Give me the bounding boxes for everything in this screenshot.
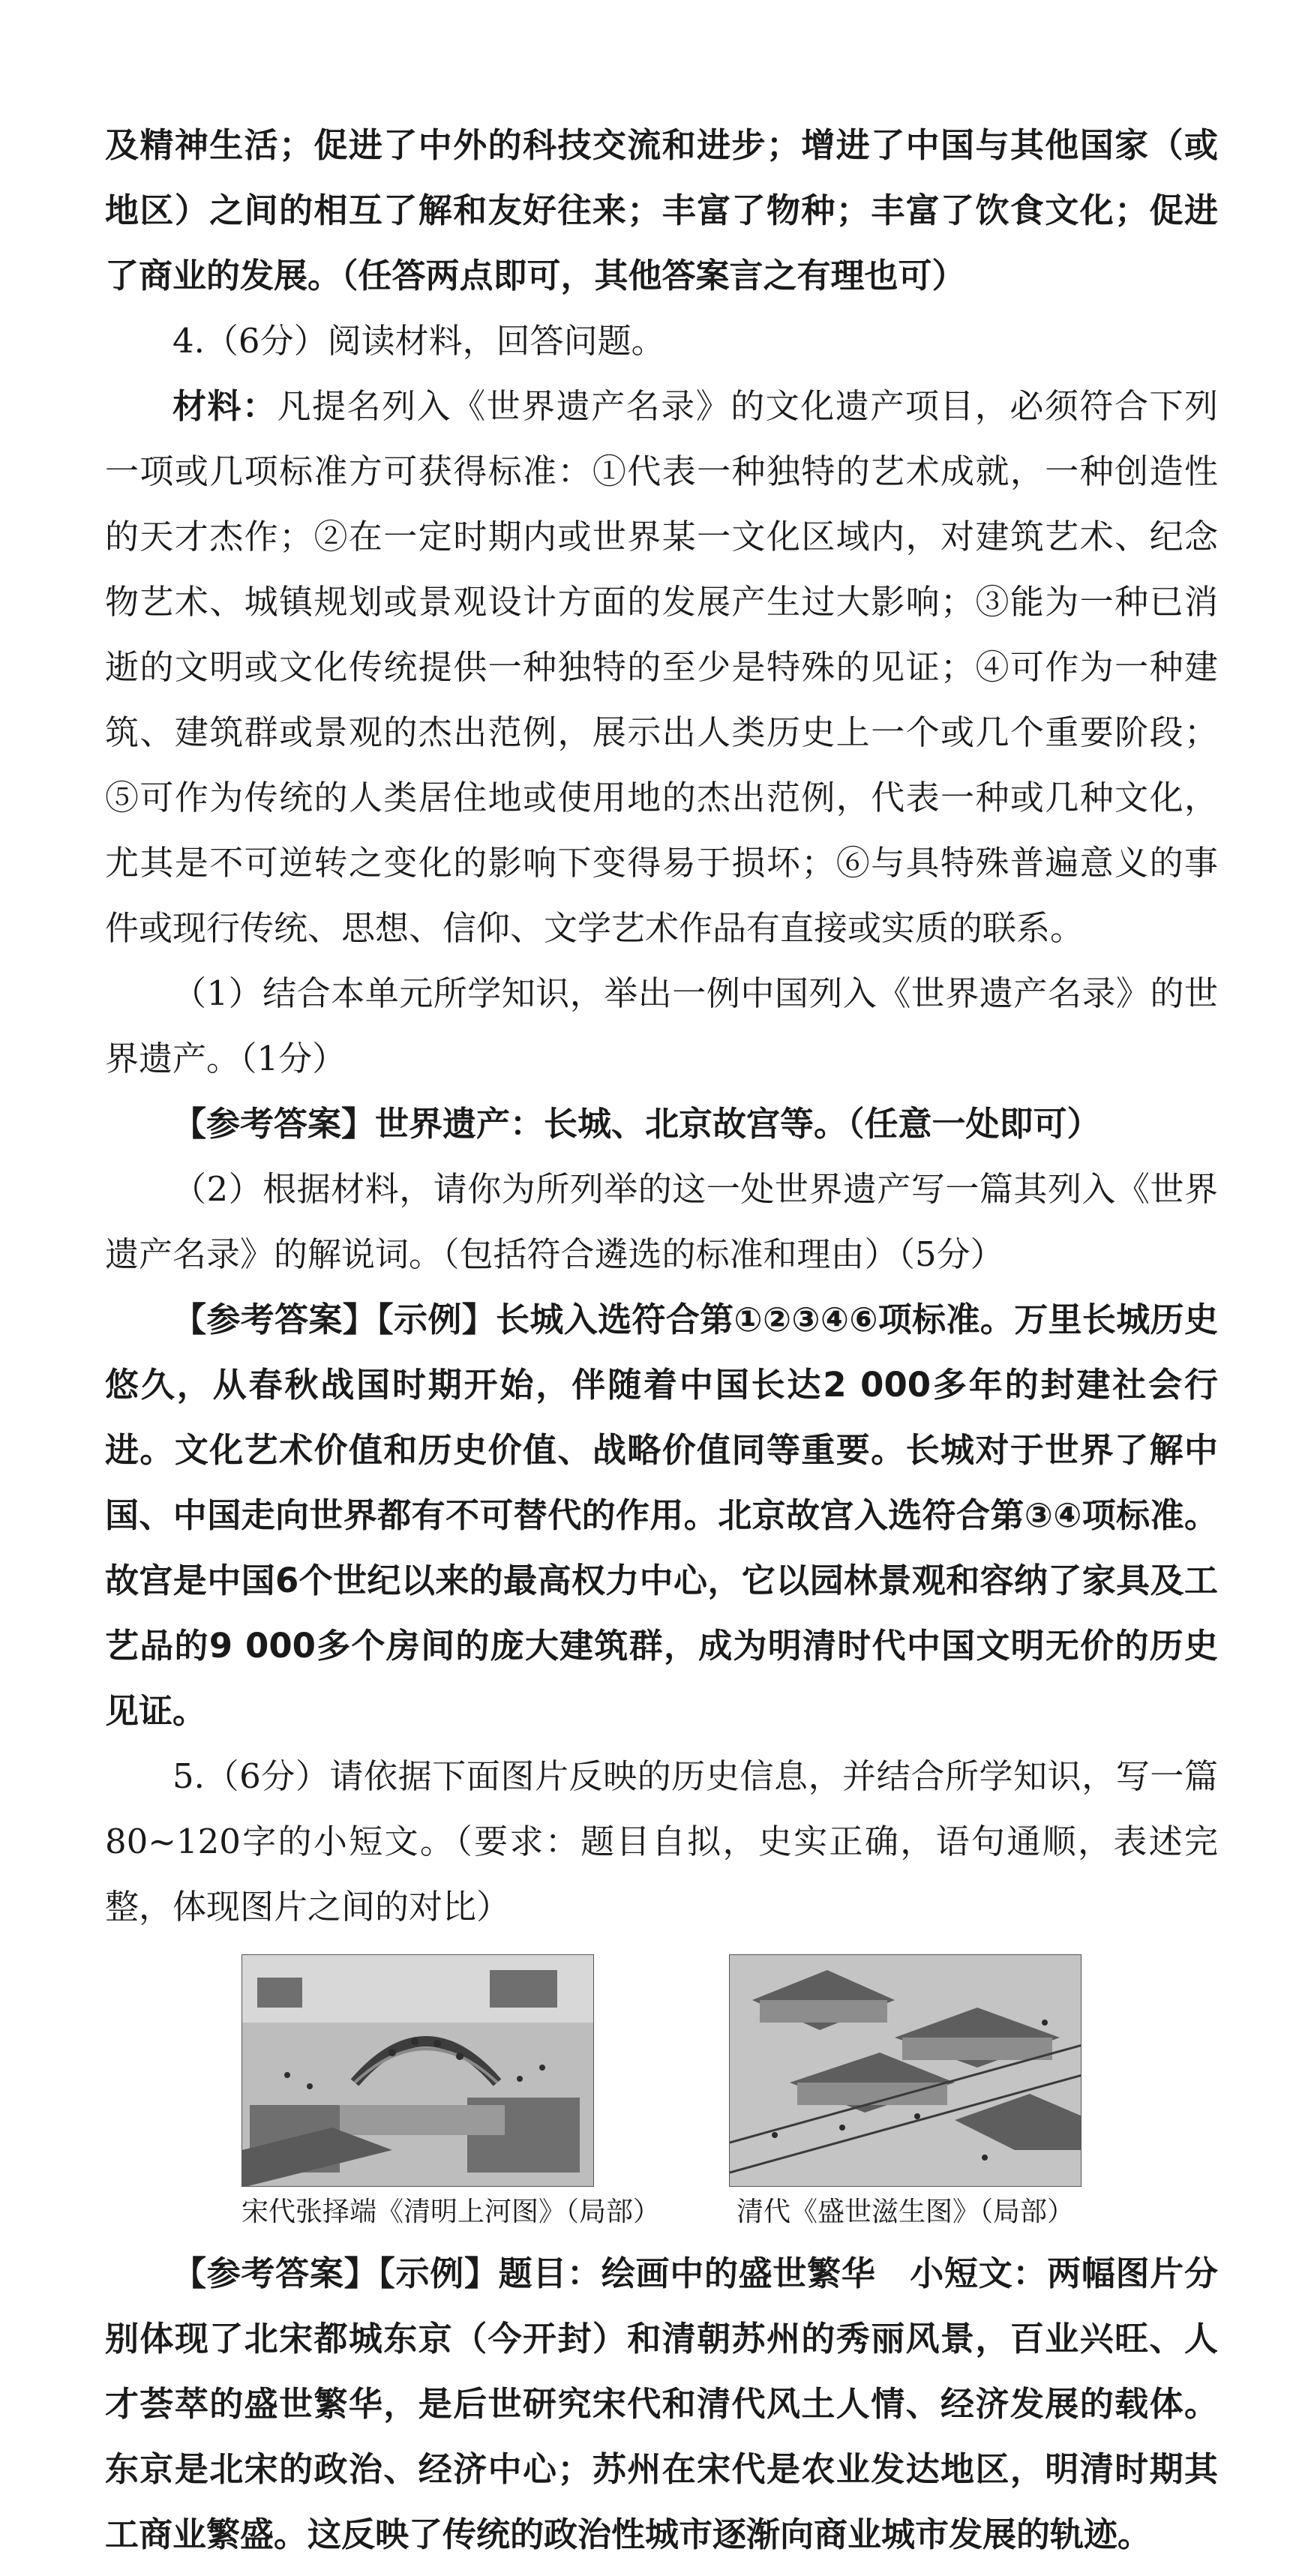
intro-paragraph: 及精神生活；促进了中外的科技交流和进步；增进了中国与其他国家（或地区）之间的相互了解和友好往来；丰富了物种；丰富了饮食文化；促进了商业的发展。（任答两点即可，其他答案言之有理也可） bbox=[105, 125, 1218, 295]
q5-title: 5.（6分）请依据下面图片反映的历史信息，并结合所学知识，写一篇80~120字的小短文。（要求：题目自拟，史实正确，语句通顺，表述完整，体现图片之间的对比） bbox=[105, 1756, 1218, 1927]
q4-sub1-answer: 【参考答案】世界遗产：长城、北京故宫等。（任意一处即可） bbox=[172, 1104, 1101, 1144]
q4-material bbox=[105, 373, 1218, 961]
q4-sub1-question: （1）结合本单元所学知识，举出一例中国列入《世界遗产名录》的世界遗产。（1分） bbox=[105, 973, 1218, 1078]
material-text: 凡提名列入《世界遗产名录》的文化遗产项目，必须符合下列一项或几项标准方可获得标准：①代表一种独特的艺术成就，一种创造性的天才杰作；②在一定时期内或世界某一文化区域内，对建筑艺术、纪念物艺术、城镇规划或景观设计方面的发展产生过大影响；③能为一种已消逝的文明或文化传统提供一种独特的至少是特殊的见证；④可作为一种建筑、建筑群或景观的杰出范例，展示出人类历史上一个或几个重要阶段；⑤可作为传统的人类居住地或使用地的杰出范例，代表一种或几种文化，尤其是不可逆转之变化的影响下变得易于损坏；⑥与具特殊普遍意义的事件或现行传统、思想、信仰、文学艺术作品有直接或实质的联系。 bbox=[105, 386, 1218, 948]
q5-answer: 【参考答案】【示例】题目：绘画中的盛世繁华 小短文：两幅图片分别体现了北宋都城东京（今开封）和清朝苏州的秀丽风景，百业兴旺、人才荟萃的盛世繁华，是后世研究宋代和清代风土人情、经济发展的载体。东京是北宋的政治、经济中心；苏州在宋代是农业发达地区，明清时期其工商业繁盛。这反映了传统的政治性城市逐渐向商业城市发展的轨迹。 bbox=[105, 2254, 1218, 2554]
figure-qingming bbox=[242, 1954, 661, 2233]
q4-sub2-question: （2）根据材料，请你为所列举的这一处世界遗产写一篇其列入《世界遗产名录》的解说词。（包括符合遴选的标准和理由）（5分） bbox=[105, 1169, 1218, 1274]
shengshi-painting-image bbox=[729, 1954, 1082, 2187]
qingming-painting-image bbox=[242, 1954, 594, 2187]
q4-title: 4.（6分）阅读材料，回答问题。 bbox=[172, 321, 665, 361]
q4-sub2-answer: 【参考答案】【示例】长城入选符合第①②③④⑥项标准。万里长城历史悠久，从春秋战国时期开始，伴随着中国长达2 000多年的封建社会行进。文化艺术价值和历史价值、战略价值同等重要。长城对于世界了解中国、中国走向世界都有不可替代的作用。北京故宫入选符合第③④项标准。故宫是中国6个世纪以来的最高权力中心，它以园林景观和容纳了家具及工艺品的9 000多个房间的庞大建筑群，成为明清时代中国文明无价的历史见证。 bbox=[105, 1300, 1218, 1731]
q5-figures bbox=[105, 1954, 1218, 2233]
figure-caption-shengshi: 清代《盛世滋生图》（局部） bbox=[736, 2197, 1074, 2227]
figure-caption-qingming: 宋代张择端《清明上河图》（局部） bbox=[242, 2197, 661, 2227]
figure-shengshi bbox=[729, 1954, 1082, 2233]
material-label: 材料： bbox=[172, 386, 278, 426]
